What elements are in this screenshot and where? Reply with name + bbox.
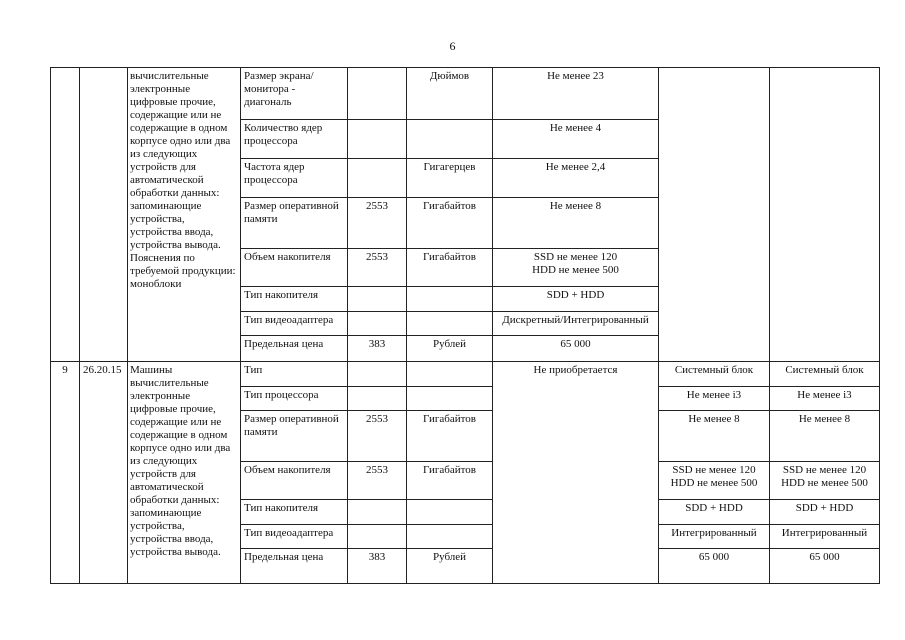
unit-code: 2553 — [348, 411, 407, 462]
value-col-b: Не менее 8 — [770, 411, 880, 462]
value-col-b: Не менее i3 — [770, 387, 880, 411]
table-row — [51, 362, 880, 387]
unit-name: Рублей — [407, 549, 493, 584]
property-value: SSD не менее 120 HDD не менее 500 — [493, 249, 659, 287]
unit-code: 383 — [348, 336, 407, 362]
property-name: Частота ядер процессора — [241, 159, 348, 198]
unit-name — [407, 120, 493, 159]
okpd-code: 26.20.15 — [80, 362, 128, 584]
table-row — [51, 68, 880, 120]
property-value: Не менее 23 — [493, 68, 659, 120]
property-value: SDD + HDD — [493, 287, 659, 312]
item-number: 9 — [51, 362, 80, 584]
unit-code — [348, 312, 407, 336]
empty-cell — [770, 68, 880, 362]
property-name: Тип видеоадаптера — [241, 525, 348, 549]
property-name: Размер экрана/монитора - диагональ — [241, 68, 348, 120]
property-name: Тип накопителя — [241, 287, 348, 312]
empty-cell — [659, 68, 770, 362]
unit-name — [407, 500, 493, 525]
value-col-a: Интегрированный — [659, 525, 770, 549]
property-name: Размер оперативной памяти — [241, 198, 348, 249]
unit-name: Рублей — [407, 336, 493, 362]
product-description: Машины вычислительные электронные цифровые прочие, содержащие или не содержащие в одном корпусе одно или два из следующих устройств для автоматической обработки данных: запоминающие устройства, устройства ввода, устройства вывода. — [128, 362, 241, 584]
unit-name: Дюймов — [407, 68, 493, 120]
unit-code: 2553 — [348, 198, 407, 249]
unit-name: Гигабайтов — [407, 462, 493, 500]
property-name: Тип — [241, 362, 348, 387]
property-value: Не менее 8 — [493, 198, 659, 249]
value-col-b: SSD не менее 120 HDD не менее 500 — [770, 462, 880, 500]
property-value: 65 000 — [493, 336, 659, 362]
value-col-a: Не менее i3 — [659, 387, 770, 411]
product-description: вычислительные электронные цифровые прочие, содержащие или не содержащие в одном корпусе одно или два из следующих устройств для автоматической обработки данных: запоминающие устройства, устройства ввода, устройства вывода. Пояснения по требуемой продукции: моноблоки — [128, 68, 241, 362]
unit-code — [348, 159, 407, 198]
value-col-b: SDD + HDD — [770, 500, 880, 525]
property-value: Дискретный/Интегрированный — [493, 312, 659, 336]
value-col-b: 65 000 — [770, 549, 880, 584]
value-col-a: SDD + HDD — [659, 500, 770, 525]
unit-name — [407, 312, 493, 336]
unit-code: 383 — [348, 549, 407, 584]
unit-name — [407, 525, 493, 549]
property-name: Объем накопителя — [241, 462, 348, 500]
unit-name — [407, 362, 493, 387]
merged-value: Не приобретается — [493, 362, 659, 584]
property-value: Не менее 4 — [493, 120, 659, 159]
value-col-b: Интегрированный — [770, 525, 880, 549]
property-name: Тип видеоадаптера — [241, 312, 348, 336]
property-name: Объем накопителя — [241, 249, 348, 287]
unit-name — [407, 387, 493, 411]
property-name: Количество ядер процессора — [241, 120, 348, 159]
unit-name: Гигабайтов — [407, 249, 493, 287]
value-col-b: Системный блок — [770, 362, 880, 387]
property-name: Предельная цена — [241, 336, 348, 362]
okpd-cell — [80, 68, 128, 362]
property-name: Тип процессора — [241, 387, 348, 411]
unit-code: 2553 — [348, 249, 407, 287]
unit-code — [348, 287, 407, 312]
unit-code — [348, 120, 407, 159]
property-name: Предельная цена — [241, 549, 348, 584]
unit-code — [348, 500, 407, 525]
specs-table — [50, 67, 880, 584]
page-number: 6 — [449, 39, 456, 53]
unit-code — [348, 525, 407, 549]
value-col-a: Системный блок — [659, 362, 770, 387]
unit-name: Гигагерцев — [407, 159, 493, 198]
unit-code — [348, 68, 407, 120]
unit-code: 2553 — [348, 462, 407, 500]
property-value: Не менее 2,4 — [493, 159, 659, 198]
property-name: Тип накопителя — [241, 500, 348, 525]
property-name: Размер оперативной памяти — [241, 411, 348, 462]
unit-name: Гигабайтов — [407, 411, 493, 462]
value-col-a: 65 000 — [659, 549, 770, 584]
unit-name — [407, 287, 493, 312]
unit-code — [348, 362, 407, 387]
value-col-a: Не менее 8 — [659, 411, 770, 462]
value-col-a: SSD не менее 120 HDD не менее 500 — [659, 462, 770, 500]
unit-code — [348, 387, 407, 411]
unit-name: Гигабайтов — [407, 198, 493, 249]
item-number-cell — [51, 68, 80, 362]
